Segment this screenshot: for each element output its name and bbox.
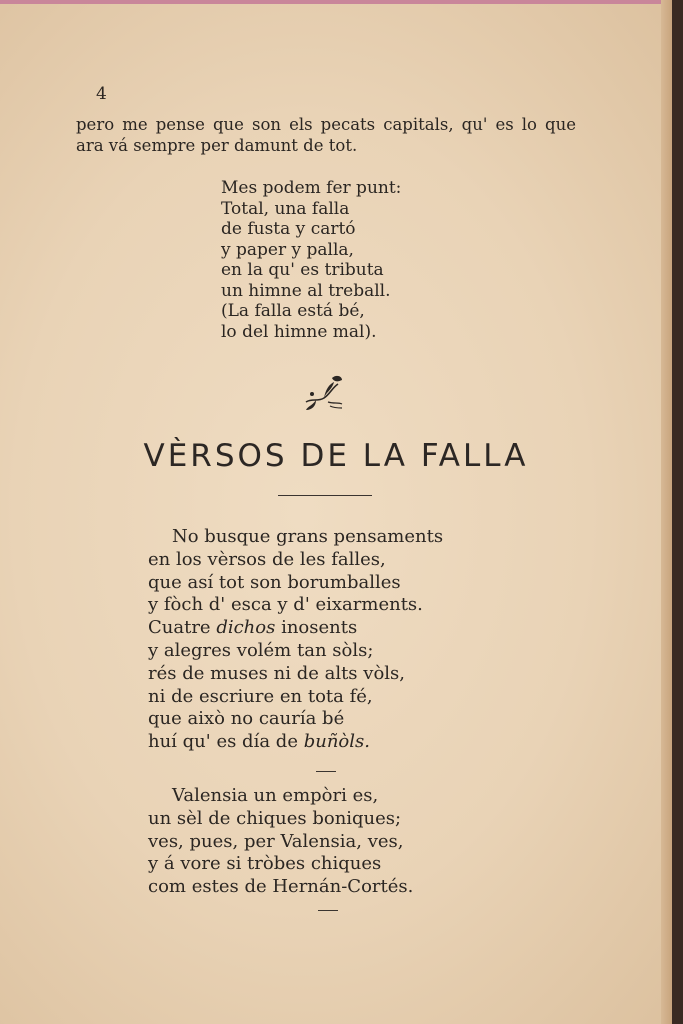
page-top-border bbox=[0, 0, 672, 4]
verse-line: en los vèrsos de les falles, bbox=[148, 548, 386, 570]
verse-line: que això no cauría bé bbox=[148, 708, 345, 730]
verse-line: Mes podem fer punt: bbox=[221, 178, 402, 198]
verse-text: inosents bbox=[275, 617, 358, 639]
section-title: VÈRSOS DE LA FALLA bbox=[143, 438, 529, 474]
verse-line: ni de escriure en tota fé, bbox=[148, 685, 373, 707]
verse-line: No busque grans pensaments bbox=[172, 526, 444, 547]
verse-line: Valensia un empòri es, bbox=[172, 785, 379, 806]
verse-line: Total, una falla bbox=[221, 198, 350, 219]
verse-line: un sèl de chiques boniques; bbox=[148, 807, 402, 829]
verse-italic: buñòls. bbox=[303, 731, 370, 753]
page-edge bbox=[661, 0, 672, 1024]
end-divider bbox=[318, 910, 338, 911]
page-number: 4 bbox=[96, 84, 107, 104]
verse-line bbox=[148, 731, 443, 754]
verse-line: lo del himne mal). bbox=[221, 321, 377, 342]
intro-verse bbox=[221, 178, 401, 342]
verse-line: de fusta y cartó bbox=[221, 219, 356, 239]
verse-line bbox=[148, 617, 443, 640]
stanza-one bbox=[148, 526, 443, 754]
verse-line: y á vore si tròbes chiques bbox=[148, 853, 382, 875]
verse-line: com estes de Hernán-Cortés. bbox=[148, 876, 414, 898]
verse-line: ves, pues, per Valensia, ves, bbox=[148, 830, 404, 852]
verse-line: (La falla está bé, bbox=[221, 301, 365, 321]
verse-line: y fòch d' esca y d' eixarments. bbox=[148, 594, 423, 616]
verse-line: y paper y palla, bbox=[221, 239, 354, 260]
verse-text: huí qu' es día de bbox=[148, 731, 304, 753]
leaf-ornament-icon bbox=[302, 372, 346, 412]
stanza-divider bbox=[316, 771, 336, 772]
verse-line: rés de muses ni de alts vòls, bbox=[148, 662, 405, 684]
verse-line: que así tot son borumballes bbox=[148, 571, 401, 593]
verse-line: y alegres volém tan sòls; bbox=[148, 639, 374, 661]
verse-italic: dichos bbox=[216, 617, 276, 639]
verse-line: un himne al treball. bbox=[221, 280, 391, 301]
verse-text: Cuatre bbox=[148, 617, 217, 639]
verse-line: en la qu' es tributa bbox=[221, 260, 384, 280]
prose-paragraph: pero me pense que son els pecats capitals, qu' es lo que ara vá sempre per damunt de tot. bbox=[76, 115, 576, 155]
title-rule bbox=[278, 495, 372, 496]
stanza-two bbox=[148, 785, 413, 899]
